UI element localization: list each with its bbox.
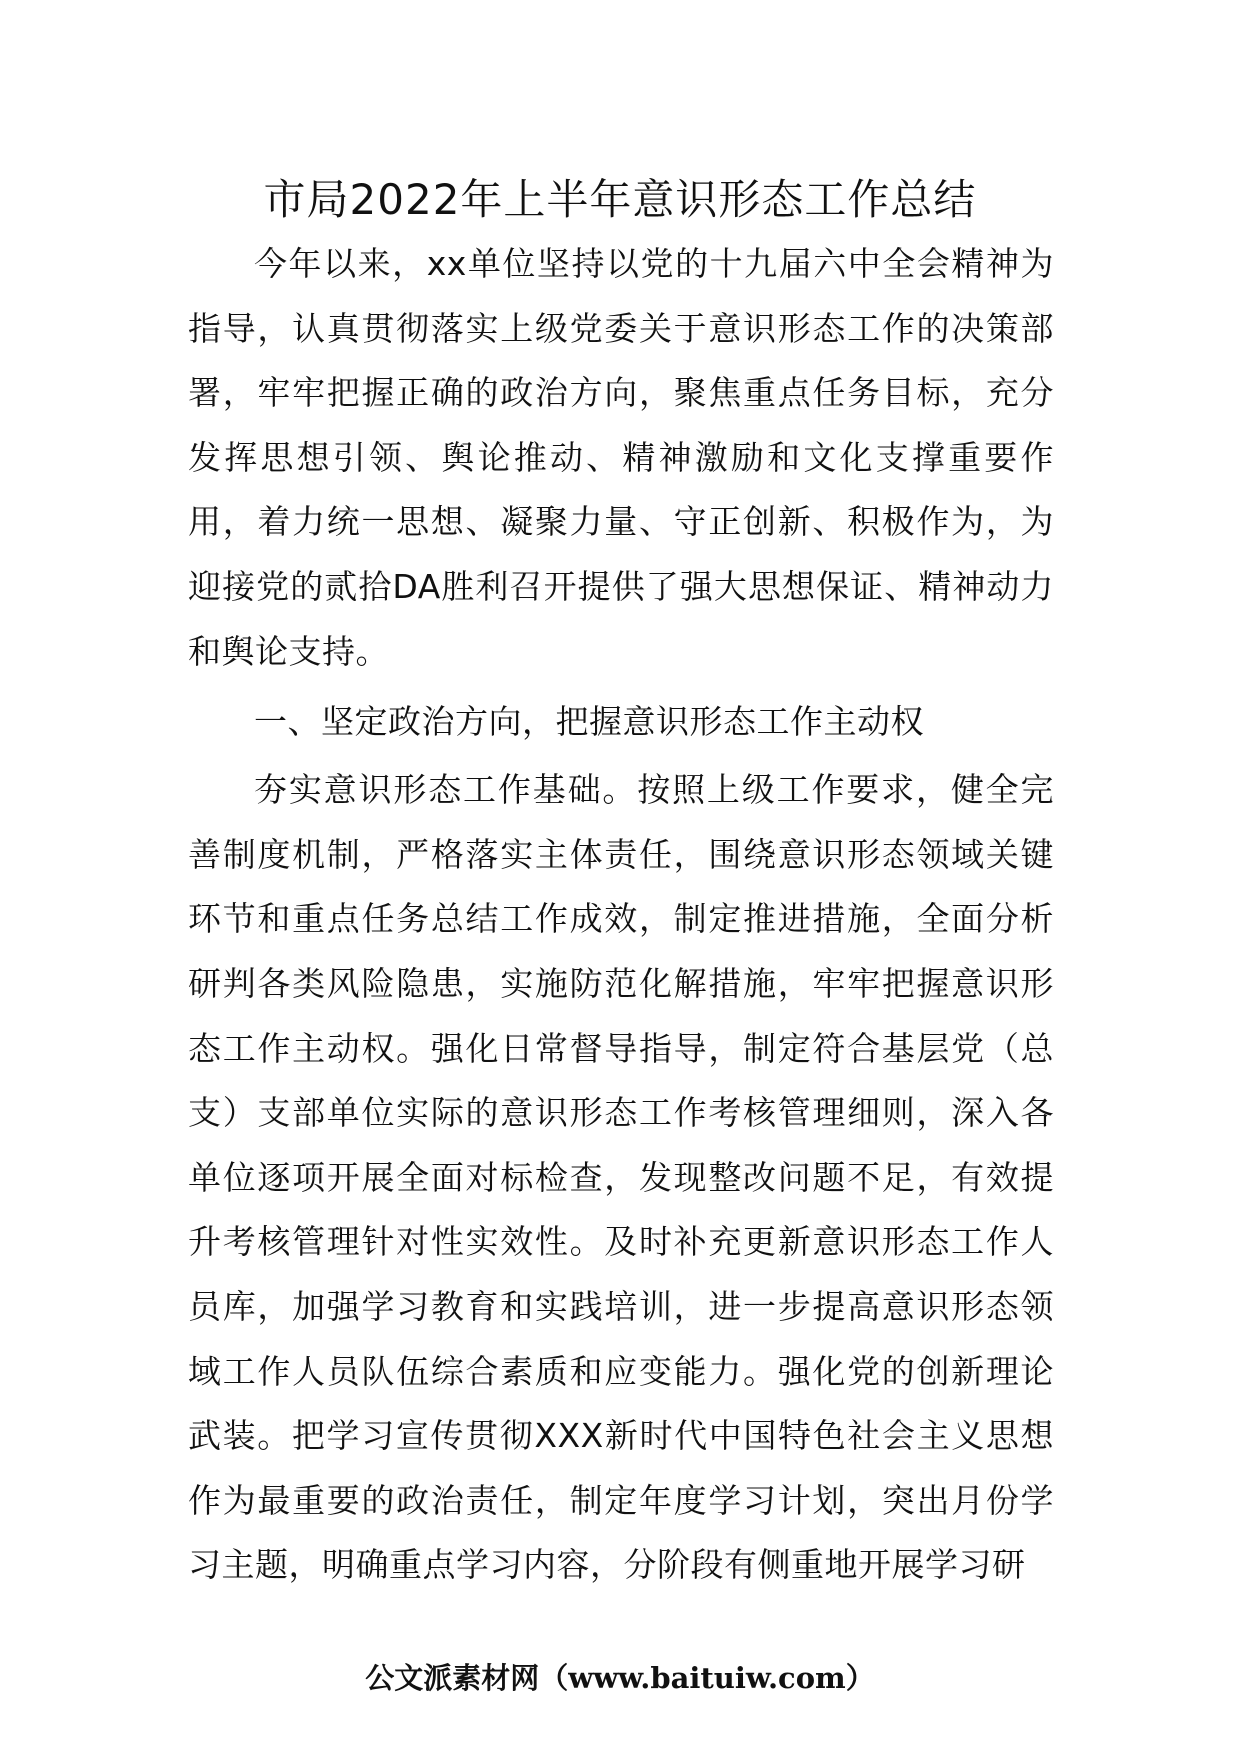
section-heading-1: 一、坚定政治方向，把握意识形态工作主动权	[254, 702, 924, 742]
document-body	[188, 232, 1054, 1598]
body-paragraph-section-1: 夯实意识形态工作基础。按照上级工作要求，健全完善制度机制，严格落实主体责任，围绕意识形态领域关键环节和重点任务总结工作成效，制定推进措施，全面分析研判各类风险隐患，实施防范化解措施，牢牢把握意识形态工作主动权。强化日常督导指导，制定符合基层党（总支）支部单位实际的意识形态工作考核管理细则，深入各单位逐项开展全面对标检查，发现整改问题不足，有效提升考核管理针对性实效性。及时补充更新意识形态工作人员库，加强学习教育和实践培训，进一步提高意识形态领域工作人员队伍综合素质和应变能力。强化党的创新理论武装。把学习宣传贯彻XXX新时代中国特色社会主义思想作为最重要的政治责任，制定年度学习计划，突出月份学习主题，明确重点学习内容，分阶段有侧重地开展学习研	[188, 770, 1054, 1585]
watermark-footer: 公文派素材网（www.baituiw.com）	[365, 1661, 875, 1695]
document-title: 市局2022年上半年意识形态工作总结	[263, 175, 977, 224]
body-paragraph-intro: 今年以来，xx单位坚持以党的十九届六中全会精神为指导，认真贯彻落实上级党委关于意识形态工作的决策部署，牢牢把握正确的政治方向，聚焦重点任务目标，充分发挥思想引领、舆论推动、精神激励和文化支撑重要作用，着力统一思想、凝聚力量、守正创新、积极作为，为迎接党的贰拾DA胜利召开提供了强大思想保证、精神动力和舆论支持。	[188, 244, 1054, 671]
